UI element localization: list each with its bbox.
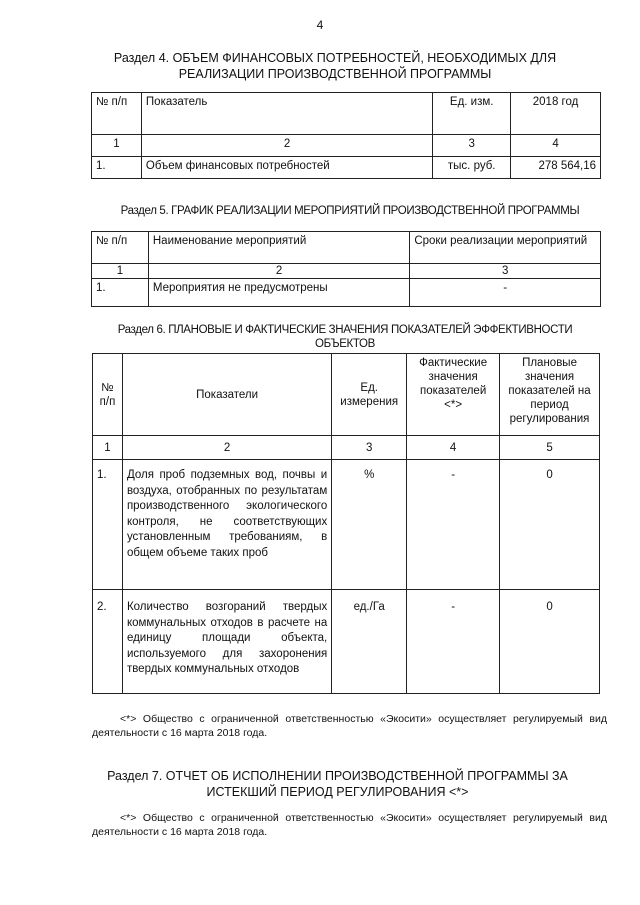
- table-row: [93, 460, 600, 590]
- actual-value: -: [407, 460, 500, 590]
- column-number: 3: [433, 135, 511, 157]
- column-number: 4: [511, 135, 601, 157]
- column-number: 2: [148, 264, 409, 279]
- header-cell: Фактические значения показателей <*>: [407, 354, 500, 436]
- table-column-number-row: [92, 135, 601, 157]
- section4-title-line2: РЕАЛИЗАЦИИ ПРОИЗВОДСТВЕННОЙ ПРОГРАММЫ: [178, 67, 492, 81]
- value: 278 564,16: [511, 157, 601, 179]
- unit: ед./Га: [332, 590, 407, 694]
- section4-table: [91, 92, 601, 179]
- table-header-row: [92, 232, 601, 264]
- row-number: 1.: [92, 157, 142, 179]
- section5-table: [91, 231, 601, 307]
- header-cell: № п/п: [92, 93, 142, 135]
- indicator-name: Доля проб подземных вод, почвы и воздуха, отобранных по результатам производственного экологического контроля, не соответствующих установленным требованиям, в общем объеме таких проб: [122, 460, 331, 590]
- section6-footnote: [92, 712, 607, 740]
- table-column-number-row: [92, 264, 601, 279]
- row-number: 1.: [92, 279, 149, 307]
- table-row: [93, 590, 600, 694]
- header-cell: Наименование мероприятий: [148, 232, 409, 264]
- planned-value: 0: [500, 590, 600, 694]
- section7-title-line1: Раздел 7. ОТЧЕТ ОБ ИСПОЛНЕНИИ ПРОИЗВОДСТВЕННОЙ ПРОГРАММЫ ЗА: [107, 769, 568, 783]
- table-row: [92, 279, 601, 307]
- header-cell: 2018 год: [511, 93, 601, 135]
- header-cell: Плановые значения показателей на период регулирования: [500, 354, 600, 436]
- column-number: 5: [500, 436, 600, 460]
- section6-title-line1: Раздел 6. ПЛАНОВЫЕ И ФАКТИЧЕСКИЕ ЗНАЧЕНИЯ ПОКАЗАТЕЛЕЙ ЭФФЕКТИВНОСТИ: [117, 324, 573, 336]
- row-number: 1.: [93, 460, 123, 590]
- section6-title-line2: ОБЪЕКТОВ: [315, 338, 375, 350]
- header-cell: Показатели: [122, 354, 331, 436]
- footnote-text: <*> Общество с ограниченной ответственностью «Экосити» осуществляет регулируемый вид деятельности с 16 марта 2018 года.: [92, 812, 607, 838]
- actual-value: -: [407, 590, 500, 694]
- table-row: [92, 157, 601, 179]
- column-number: 3: [332, 436, 407, 460]
- section7-title: [40, 768, 635, 800]
- indicator-name: Объем финансовых потребностей: [141, 157, 432, 179]
- section7-footnote: [92, 811, 607, 839]
- table-header-row: [92, 93, 601, 135]
- unit: %: [332, 460, 407, 590]
- section6-title: [50, 323, 640, 351]
- activity-name: Мероприятия не предусмотрены: [148, 279, 409, 307]
- header-cell: № п/п: [92, 232, 149, 264]
- section6-table: [92, 353, 600, 694]
- header-cell: Ед. изм.: [433, 93, 511, 135]
- deadline: -: [410, 279, 601, 307]
- row-number: 2.: [93, 590, 123, 694]
- header-cell: Показатель: [141, 93, 432, 135]
- column-number: 3: [410, 264, 601, 279]
- column-number: 1: [93, 436, 123, 460]
- section7-title-line2: ИСТЕКШИЙ ПЕРИОД РЕГУЛИРОВАНИЯ <*>: [206, 785, 469, 799]
- table-column-number-row: [93, 436, 600, 460]
- column-number: 2: [122, 436, 331, 460]
- header-cell: Ед. измерения: [332, 354, 407, 436]
- page-number: 4: [316, 18, 324, 32]
- planned-value: 0: [500, 460, 600, 590]
- unit: тыс. руб.: [433, 157, 511, 179]
- column-number: 2: [141, 135, 432, 157]
- section4-title: [40, 50, 630, 82]
- column-number: 1: [92, 135, 142, 157]
- header-cell: № п/п: [93, 354, 123, 436]
- header-cell: Сроки реализации мероприятий: [410, 232, 601, 264]
- column-number: 1: [92, 264, 149, 279]
- indicator-name: Количество возгораний твердых коммунальных отходов в расчете на единицу площади объекта, используемого для захоронения твердых коммунальных отходов: [122, 590, 331, 694]
- footnote-text: <*> Общество с ограниченной ответственностью «Экосити» осуществляет регулируемый вид деятельности с 16 марта 2018 года.: [92, 713, 607, 739]
- section5-title: Раздел 5. ГРАФИК РЕАЛИЗАЦИИ МЕРОПРИЯТИЙ ПРОИЗВОДСТВЕННОЙ ПРОГРАММЫ: [120, 205, 580, 217]
- section4-title-line1: Раздел 4. ОБЪЕМ ФИНАНСОВЫХ ПОТРЕБНОСТЕЙ, НЕОБХОДИМЫХ ДЛЯ: [113, 51, 557, 65]
- table-header-row: [93, 354, 600, 436]
- column-number: 4: [407, 436, 500, 460]
